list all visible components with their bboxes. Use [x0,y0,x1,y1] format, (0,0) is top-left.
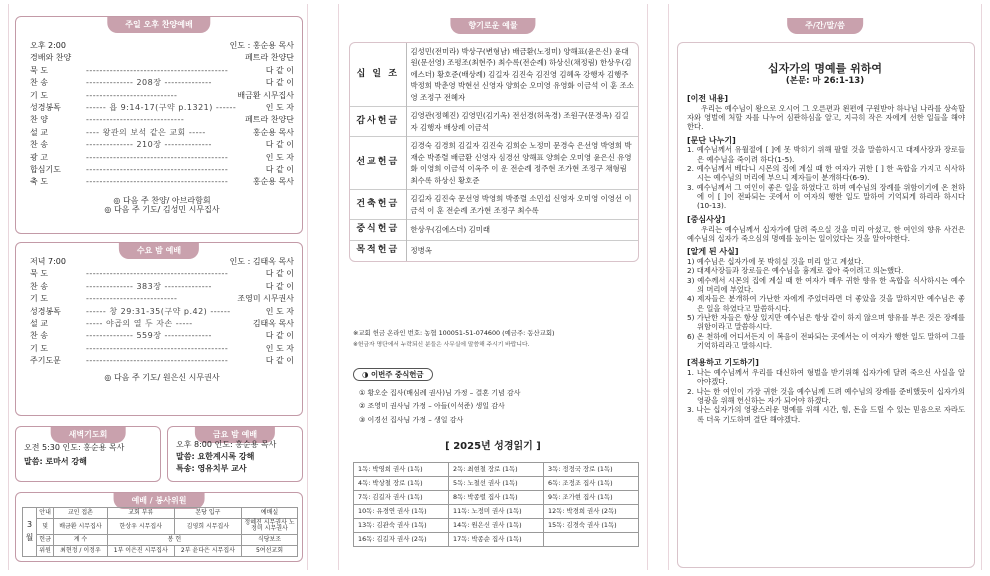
sunday-leader: 인도 : 홍순용 목사 [229,41,294,50]
order-person: 홍순용 목사 [252,177,294,187]
order-item: 찬 송 [30,140,48,150]
offering-table [350,43,638,261]
duty-cell: 본당 입구 [174,508,241,519]
duty-month: 3월 [23,508,37,557]
order-detail: ------------------------------------------ [86,269,229,279]
duty-cell: 2부 윤다은 시무집사 [174,545,241,556]
order-row [30,153,294,165]
reading-cell [544,533,639,547]
sunday-note-2: ◎ 다음 주 기도/ 김성민 시무집사 [104,205,220,215]
order-row [30,307,294,319]
sermon-title: 십자가의 명예를 위하여 [768,62,882,75]
order-item: 성경봉독 [30,306,61,316]
order-detail: ------ 창 29:31-35(구약 p.42) ------ [86,306,231,316]
order-person: 조영미 시무권사 [237,294,294,304]
list-item: 2) 대제사장들과 장로들은 예수님을 흉계로 잡아 죽이려고 의논했다. [687,266,904,276]
list-item: 2. 나는 한 여인이 가장 귀한 것을 예수님께 드려 예수님의 장례를 준비했듯이 십자가의 영광을 위해 헌신하는 자가 되어야 하겠다. [687,386,965,405]
order-row [30,128,294,140]
order-item: 묵 도 [30,269,48,279]
duty-cell: 위원 [37,545,54,556]
list-item: 3) 예수께서 시몬의 집에 계실 때 한 여자가 매우 귀한 향유 한 옥합을 식사하시는 예수의 머리에 부었다. [687,275,965,294]
offering-type: 목적헌금 [350,241,406,261]
bank-note: ※교회 헌금 온라인 번호: 농협 100051-51-074600 (예금주: 동산교회) [353,329,555,337]
friday-service-sermon: 말씀: 요한계시록 강해 [176,451,255,461]
order-item: 광 고 [30,152,48,162]
reading-cell: 14독: 원은신 권사 (1독) [449,519,544,533]
duty-cell: 봉 헌 [107,534,241,545]
duty-cell: 배금환 시무집사 [54,519,108,535]
order-item: 설 교 [30,127,48,137]
reading-row [354,505,639,519]
reading-cell: 15독: 김경숙 권사 (1독) [544,519,639,533]
order-person: 다 같 이 [265,331,294,341]
reading-row [354,533,639,547]
duty-cell: 김영희 시무집사 [174,519,241,535]
order-person: 페트라 찬양단 [245,53,294,63]
order-item: 설 교 [30,318,48,328]
reading-cell: 9독: 조가현 집사 (1독) [544,491,639,505]
order-person: 김태옥 목사 [252,318,294,328]
wednesday-leader: 인도 : 김태옥 목사 [229,257,294,266]
reading-cell: 6독: 조정조 집사 (1독) [544,477,639,491]
order-person: 인 도 자 [265,152,294,162]
duty-cell: 교인 접촌 [54,508,108,519]
weekly-word-panel [668,4,982,570]
order-person: 다 같 이 [265,269,294,279]
offering-type: 선교헌금 [350,137,406,190]
offering-header: 향기로운 예물 [450,18,535,34]
offering-row [350,107,638,137]
sunday-time-row [30,41,294,53]
order-detail: -------------- 208장 -------------- [86,78,212,88]
order-item: 합심기도 [30,164,61,174]
list-item: ③ 이경선 집사님 가정 – 생일 감사 [359,415,464,424]
section-title: [적용하고 기도하기] [687,358,759,368]
reading-cell: 10독: 유경연 권사 (1독) [354,505,449,519]
bible-reading-table [353,462,639,547]
order-item: 찬 송 [30,78,48,88]
reading-cell: 8독: 박종렬 집사 (1독) [449,491,544,505]
duty-header: 예배 / 봉사위원 [114,493,205,509]
duty-cell: 한상우 시무집사 [107,519,174,535]
order-row [30,294,294,306]
reading-cell: 4독: 박상철 장로 (1독) [354,477,449,491]
list-item: ② 조영미 권사님 가정 – 아들(이석준) 생일 감사 [359,402,505,411]
offering-panel [338,4,648,570]
order-detail: ------ 욥 9:14-17(구약 p.1321) ------ [86,102,237,112]
duty-box [15,492,303,562]
order-row [30,91,294,103]
offering-type: 중식헌금 [350,220,406,241]
order-person: 페트라 찬양단 [245,115,294,125]
order-person: 다 같 이 [265,65,294,75]
order-detail: -------------- 383장 -------------- [86,281,212,291]
reading-row [354,477,639,491]
sunday-service-box [15,16,303,234]
order-row [30,356,294,368]
reading-cell: 17독: 박종순 집사 (1독) [449,533,544,547]
duty-row [23,534,298,545]
order-detail: ------------------------------------------ [86,343,229,353]
order-item: 축 도 [30,177,48,187]
order-row [30,177,294,189]
offering-row [350,137,638,190]
duty-cell: 안내 [37,508,54,519]
list-item: 2. 예수님께서 베다니 시몬의 집에 계실 때 한 여자가 귀한 [ ] 한 옥합을 가지고 식사하시는 예수님의 머리에 부으니 제자들이 분개하다(6-9). [687,164,965,183]
offering-names: 김경숙 김경희 김길자 김진숙 김희순 노정미 문경숙 은선영 박영희 박재순 박종렬 배금환 신영자 심경선 양해표 양희순 오미영 윤은신 유영화 이영희 이금석 이옥주 이 운 전순례 정주현 조가현 조정구 채형림 최수록 하상신 황호준 [406,137,638,190]
offering-row [350,190,638,220]
reading-row [354,519,639,533]
duty-cell: 5여선교회 [242,545,298,556]
order-row [30,78,294,90]
reading-cell: 5독: 노철선 권사 (1독) [449,477,544,491]
order-item: 기 도 [30,294,48,304]
offering-row [350,43,638,107]
order-person: 홍순용 목사 [252,127,294,137]
order-detail: ------------------------------------------ [86,177,229,187]
reading-cell: 1독: 박영희 권사 (1독) [354,463,449,477]
order-detail: ---- 왕관의 보석 같은 교회 ----- [86,127,206,137]
duty-cell: 식당보조 [242,534,298,545]
duty-cell: 최현정 / 이정우 [54,545,108,556]
order-item: 기 도 [30,90,48,100]
duty-row [23,519,298,535]
offering-names: 정병옥 [406,241,638,261]
order-person: 인 도 자 [265,102,294,112]
order-detail: ------------------------------------------ [86,65,229,75]
order-row [30,331,294,343]
reading-row [354,491,639,505]
duty-cell: 정혜진 시무권사 노정미 시무권사 [242,519,298,535]
wednesday-time: 저녁 7:00 [30,257,66,266]
order-detail: ----------------------------- [86,115,185,125]
order-person: 다 같 이 [265,356,294,366]
reading-row [354,463,639,477]
sunday-time: 오후 2:00 [30,41,66,50]
reading-cell: 7독: 김길자 권사 (1독) [354,491,449,505]
section-title: [알게 된 사실] [687,247,739,257]
list-item: 6) 온 천하에 어디서든지 이 복음이 전파되는 곳에서는 이 여자가 행한 일도 말하여 그를 기억하리라고 말하시다. [687,331,965,350]
order-person: 배금환 시무집사 [237,90,294,100]
dawn-prayer-sermon: 말씀: 로마서 강해 [24,456,87,466]
duty-row [23,508,298,519]
offering-names: 김영관(정혜진) 김영민(김기옥) 전선경(허옥경) 조원구(문경옥) 김길자 김행자 배상례 이금석 [406,107,638,137]
order-detail: ------------------------------------------ [86,152,229,162]
list-item: 1. 예수님께서 유월절에 [ ]에 못 박히기 위해 팔릴 것을 말씀하시고 대제사장과 장로들은 예수님을 죽이려 하다(1-5). [687,145,965,164]
order-row [30,66,294,78]
sunday-service-header: 주일 오후 찬양예배 [107,17,210,33]
order-row [30,319,294,331]
order-person: 다 같 이 [265,78,294,88]
dawn-prayer-header: 새벽기도회 [51,427,126,443]
list-item: 4) 제자들은 분개하여 가난한 자에게 주었더라면 더 좋았을 것을 말하지만 예수님은 좋은 일을 하였다고 말씀하시다. [687,294,965,313]
dawn-prayer-box [15,426,161,482]
order-detail: -------------- 559장 -------------- [86,331,212,341]
offering-type: 건축헌금 [350,190,406,220]
reading-cell: 12독: 박경희 권사 (2독) [544,505,639,519]
offering-type: 십 일 조 [350,43,406,107]
order-item: 경배와 찬양 [30,53,72,63]
order-row [30,103,294,115]
friday-service-box [167,426,303,482]
list-item: 3. 예수님께서 그 여인이 좋은 일을 하였다고 하며 예수님의 장례를 위함이기에 온 천하에 이 [ ]이 전파되는 곳에서 이 여자의 행한 일도 말하여 기억되게 하리라 하시다(10-13). [687,182,965,211]
section-title: [문단 나누기] [687,135,736,145]
sunday-order-list [30,41,294,215]
wednesday-service-box [15,242,303,416]
order-item: 주기도문 [30,356,61,366]
order-person: 인 도 자 [265,306,294,316]
duty-cell: 계 수 [54,534,108,545]
list-item: 1) 예수님은 십자가에 못 박히실 것을 미리 알고 계셨다. [687,256,864,266]
offering-row [350,220,638,241]
order-item: 성경봉독 [30,102,61,112]
order-row [30,165,294,177]
offering-type: 감사헌금 [350,107,406,137]
offering-names: 한상우(김에스더) 김미래 [406,220,638,241]
order-person: 인 도 자 [265,343,294,353]
order-row [30,115,294,127]
missing-note: ※헌금자 명단에서 누락되신 분들은 사무실에 말씀해 주시기 바랍니다. [353,342,530,348]
offering-names: 김성민(전미라) 박상구(변형남) 배금환(노정미) 양해표(윤은신) 윤대원(문선영) 조평조(최현주) 최수록(전순례) 하상신(채정림) 한상우(김에스더) 황호준(배상례) 김길자 김진숙 김진영 김혜옥 강행자 김행주 박정희 박춘영 박현선 신영자 양희순 오미영 유영화 이금석 이 훈 조소영 조정구 전혜자 [410,47,634,102]
duty-cell: 1부 이은진 시무집사 [107,545,174,556]
dawn-prayer-time: 오전 5:30 인도: 홍순용 목사 [24,443,125,452]
list-item: 1. 나는 예수님께서 우리를 대신하여 형벌을 받기위해 십자가에 달려 죽으신 사실을 알아야겠다. [687,367,965,387]
order-detail: -------------- 210장 -------------- [86,140,212,150]
reading-cell: 11독: 노정미 권사 (1독) [449,505,544,519]
lunch-offering-list [359,387,521,427]
lunch-offering-header: ◑ 이번주 중식헌금 [353,368,433,381]
wednesday-time-row [30,257,294,269]
order-row [30,140,294,152]
friday-service-header: 금요 밤 예배 [195,427,275,443]
duty-cell: 예배실 [242,508,298,519]
order-detail: --------------------------- [86,90,178,100]
bible-reading-title: [ 2025년 성경읽기 ] [445,441,541,452]
list-item: 3. 나는 십자가의 영광스러운 명예를 위해 시간, 힘, 돈을 드릴 수 있는 믿음으로 자라도록 더욱 기도하며 결단 해야겠다. [687,405,965,424]
order-detail: --------------------------- [86,294,178,304]
list-item: ① 황오순 집사(배심례 권사)님 가정 – 결혼 기념 감사 [359,389,521,397]
order-detail: ------------------------------------------ [86,356,229,366]
order-item: 찬 송 [30,281,48,291]
duty-table [22,507,298,557]
friday-service-time: 오후 8:00 인도: 홍순용 목사 [176,440,277,449]
order-person: 다 같 이 [265,140,294,150]
sunday-note-1: ◎ 다음 주 찬양/ 아브라함회 [113,195,211,205]
duty-row [23,545,298,556]
order-item: 묵 도 [30,65,48,75]
list-item: 5) 가난한 자들은 항상 있지만 예수님은 항상 같이 하지 않으며 향유를 부은 것은 장례를 위함이라고 말씀하시다. [687,312,965,332]
reading-cell: 16독: 김길자 권사 (2독) [354,533,449,547]
sermon-scripture: (본문: 마 26:1-13) [785,76,865,86]
order-detail: ------------------------------------------ [86,164,229,174]
friday-service-special: 특송: 영유치부 교사 [176,463,247,473]
order-person: 다 같 이 [265,164,294,174]
order-row [30,53,294,65]
reading-cell: 3독: 정정국 장로 (1독) [544,463,639,477]
section-text: 우리는 예수님께서 십자가에 달려 죽으실 것을 미리 아셨고, 한 여인의 향유 사건은 예수님의 십자가 죽으심의 명예를 높이는 일이었다는 것을 알아야한다. [687,224,965,243]
wednesday-note: ◎ 다음 주 기도/ 원은신 시무권사 [104,372,220,382]
duty-cell: 교회 부류 [107,508,174,519]
reading-cell: 13독: 김관숙 권사 (1독) [354,519,449,533]
section-text: 우리는 예수님이 왕으로 오시어 그 오른편과 왼편에 구원받아 하나님 나라를 상속할 자와 영벌에 처할 자를 나누어 심판하심을 알고, 지극히 작은 자에게 선한 일들을 해야 한다. [687,103,965,132]
wednesday-order-list [30,257,294,382]
order-person: 다 같 이 [265,281,294,291]
order-item: 찬 송 [30,331,48,341]
offering-names: 김길자 김진숙 문선영 박영희 박종렬 소민섭 신영자 오미영 이영선 이금석 이 훈 전순례 조가현 조정구 최수록 [406,190,638,220]
order-item: 찬 양 [30,115,48,125]
order-row [30,282,294,294]
wednesday-service-header: 수요 밤 예배 [119,243,199,259]
weekly-word-header: 주/간/말/씀 [787,18,863,34]
order-row [30,269,294,281]
order-item: 기 도 [30,343,48,353]
duty-cell: 헌금 [37,534,54,545]
order-row [30,344,294,356]
section-title: [중심사상] [687,214,726,224]
order-detail: ----- 야곱의 열 두 자손 ----- [86,318,193,328]
section-title: [이전 내용] [687,94,729,103]
offering-list [349,42,639,262]
worship-panel [8,4,308,570]
offering-row [350,241,638,261]
reading-cell: 2독: 최현철 장로 (1독) [449,463,544,477]
duty-cell: 및 [37,519,54,535]
weekly-word-body [687,90,965,424]
